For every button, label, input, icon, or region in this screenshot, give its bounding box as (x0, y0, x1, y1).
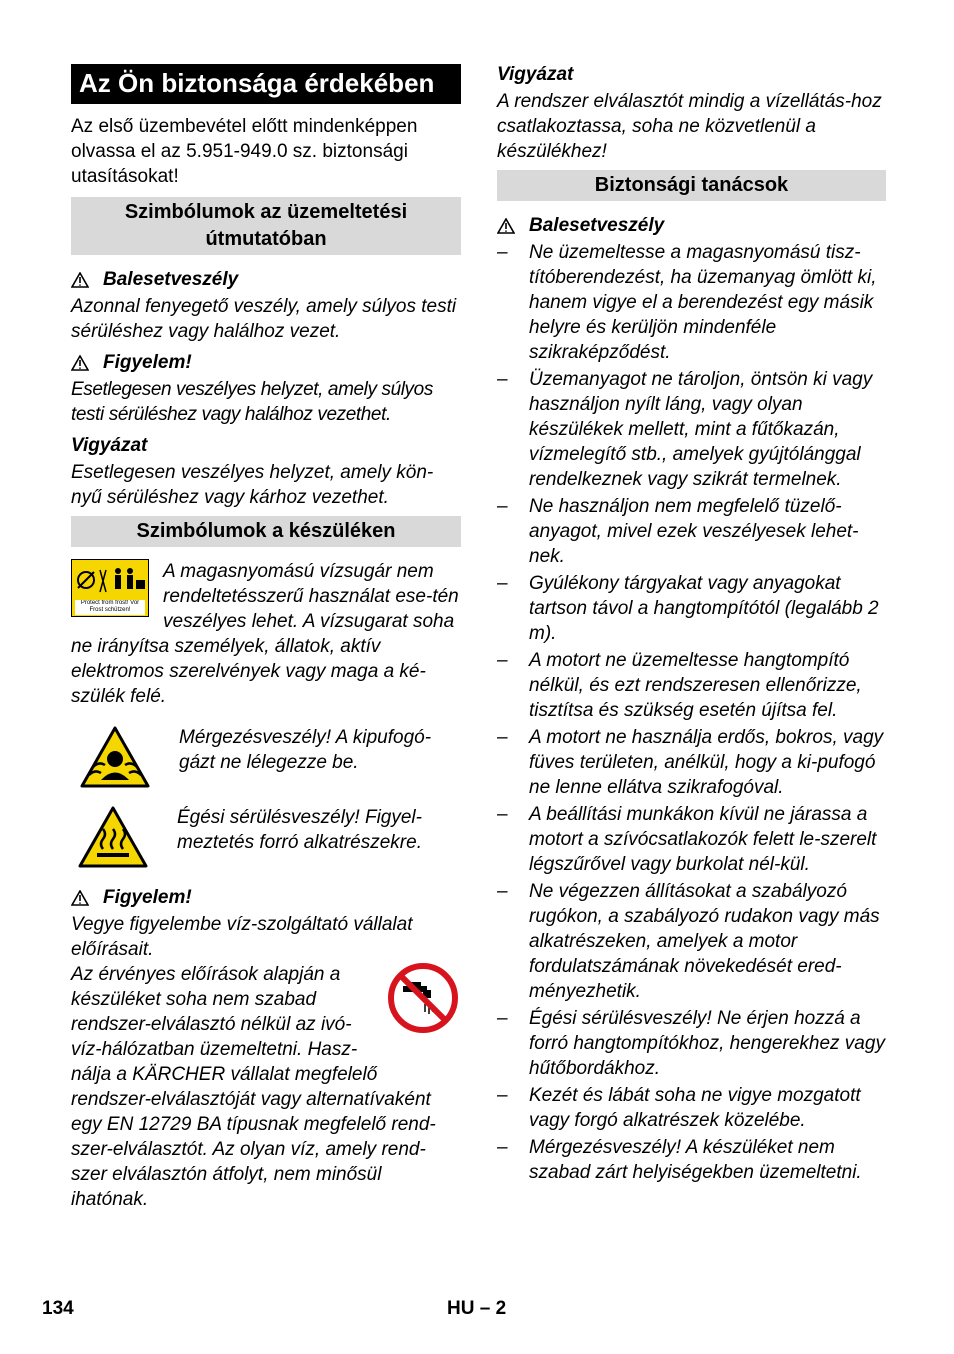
right-caution-text: A rendszer elválasztót mindig a vízellátás-hoz csatlakoztassa, soha ne közvetlenül a készülékhez! (497, 91, 882, 162)
water-text2: Az érvényes előírások alapján a készüléket soha nem szabad rendszer-elválasztó nélkül az ivó-víz-hálózatban üzemeltetni. Hasz-nálja a KÄRCHER vállalat megfelelő rendszer-elválasztóját vagy alternatívaként egy EN 12729 BA típusnak megfelelő rend-szer-elválasztót. Az olyan víz, amely rend-szer elválasztón átfolyt, nem minősül ihatónak. (71, 964, 436, 1210)
list-item (497, 1006, 886, 1081)
warning2-heading (71, 885, 461, 910)
safety-danger-label: Balesetveszély (529, 215, 665, 236)
poison-text: Mérgezésveszély! A kipufogó-gázt ne lélegezze be. (179, 727, 432, 773)
list-item-text: Kezét és lábát soha ne vigye mozgatott vagy forgó alkatrészek közelébe. (529, 1085, 861, 1131)
page-number: 134 (42, 1298, 74, 1319)
danger-heading (71, 267, 461, 292)
hot-surface-icon (77, 805, 149, 869)
high-pressure-jet-sign-icon (71, 559, 149, 617)
jet-text-rest: A vízsugarat soha ne irányítsa személyek, állatok, aktív elektromos szerelvények vagy maga a ké-szülék felé. (71, 611, 455, 707)
warning-triangle-icon (71, 355, 89, 371)
list-item-text: Ne végezzen állításokat a szabályozó rugókon, a szabályozó rudakon vagy más alkatrészeken, amelyek a motor fordulatszámának növekedését ered-ményezhetik. (529, 881, 880, 1002)
no-drinking-water-icon (387, 962, 459, 1034)
dash: – (497, 369, 508, 390)
section-symbols-device: Szimbólumok a készüléken (71, 516, 461, 547)
list-item (497, 1083, 886, 1133)
right-caution-heading (497, 62, 886, 87)
right-column (497, 60, 886, 1187)
right-caution-label: Vigyázat (497, 64, 574, 85)
dash: – (497, 1137, 508, 1158)
page-title: Az Ön biztonsága érdekében (71, 64, 461, 104)
list-item-text: A motort ne üzemeltesse hangtompító nélkül, és ezt rendszeresen ellenőrizze, tisztítsa és szükség esetén újítsa fel. (529, 650, 862, 721)
toxic-exhaust-icon (79, 725, 151, 789)
list-item-text: Mérgezésveszély! A készüléket nem szabad zárt helyiségekben üzemeltetni. (529, 1137, 862, 1183)
burn-text: Égési sérülésveszély! Figyel-meztetés forró alkatrészekre. (177, 807, 422, 853)
list-item-text: Üzemanyagot ne tároljon, öntsön ki vagy használjon nyílt láng, vagy olyan készülékek mellett, mint a fűtőkazán, vízmelegítő stb., amelyek gyújtólánggal rendelkeznek vagy szikrát termelnek. (529, 369, 873, 490)
jet-warning-block (71, 559, 461, 709)
warning-label: Figyelem! (103, 352, 192, 373)
list-item (497, 571, 886, 646)
jet-text-line1: A magasnyomású vízsugár nem rendeltetésszerű használat ese-tén veszélyes lehet. (163, 561, 459, 632)
warning-text: Esetlegesen veszélyes helyzet, amely súlyos testi sérüléshez vagy halálhoz vezethet. (71, 379, 433, 425)
list-item-text: A beállítási munkákon kívül ne járassa a motort a szívócsatlakozók felett le-szerelt légszűrővel vagy burkolat nél-kül. (529, 804, 877, 875)
list-item-text: Ne használjon nem megfelelő tüzelő-anyagot, mivel ezek veszélyesek lehet-nek. (529, 496, 859, 567)
caution-label: Vigyázat (71, 435, 148, 456)
warning-triangle-icon (497, 218, 515, 234)
section-symbols-manual: Szimbólumok az üzemeltetési útmutatóban (71, 197, 461, 255)
safety-danger-heading (497, 213, 886, 238)
list-item-text: A motort ne használja erdős, bokros, vagy füves területen, anélkül, hogy a ki-pufogó ne lenne ellátva szikrafogóval. (529, 727, 884, 798)
dash: – (497, 727, 508, 748)
warning-heading (71, 350, 461, 375)
list-item (497, 494, 886, 569)
left-column (71, 60, 461, 1212)
dash: – (497, 881, 508, 902)
warning-triangle-icon (71, 890, 89, 906)
warning2-label: Figyelem! (103, 887, 192, 908)
page-code: HU – 2 (447, 1298, 507, 1319)
list-item (497, 367, 886, 492)
water-block (71, 962, 461, 1212)
caution-heading (71, 433, 461, 458)
poison-symbol-row (71, 725, 461, 789)
list-item-text: Ne üzemeltesse a magasnyomású tisz-títóberendezést, ha üzemanyag ömlött ki, hanem vigye el a berendezést egy másik helyre és kerüljön mindenféle szikraképződést. (529, 242, 877, 363)
safety-list (497, 240, 886, 1185)
dash: – (497, 242, 508, 263)
list-item (497, 725, 886, 800)
dash: – (497, 804, 508, 825)
list-item-text: Gyúlékony tárgyakat vagy anyagokat tartson távol a hangtompítótól (legalább 2 m). (529, 573, 879, 644)
dash: – (497, 1085, 508, 1106)
list-item (497, 240, 886, 365)
warning-triangle-icon (71, 272, 89, 288)
list-item (497, 648, 886, 723)
dash: – (497, 1008, 508, 1029)
list-item (497, 1135, 886, 1185)
dash: – (497, 573, 508, 594)
water-text1: Vegye figyelembe víz-szolgáltató vállalat előírásait. (71, 914, 413, 960)
list-item (497, 879, 886, 1004)
section-safety-tips: Biztonsági tanácsok (497, 170, 886, 201)
danger-label: Balesetveszély (103, 269, 239, 290)
list-item (497, 802, 886, 877)
list-item-text: Égési sérülésveszély! Ne érjen hozzá a forró hangtompítókhoz, hengerekhez vagy hűtőbordákhoz. (529, 1008, 885, 1079)
dash: – (497, 496, 508, 517)
intro-text: Az első üzembevétel előtt mindenképpen olvassa el az 5.951-949.0 sz. biztonsági utasításokat! (71, 116, 418, 187)
burn-symbol-row (71, 805, 461, 869)
caution-text: Esetlegesen veszélyes helyzet, amely kön-nyű sérüléshez vagy kárhoz vezethet. (71, 462, 434, 508)
dash: – (497, 650, 508, 671)
danger-text: Azonnal fenyegető veszély, amely súlyos testi sérüléshez vagy halálhoz vezet. (71, 296, 457, 342)
frost-label: Protect from frost! Vor Frost schützen! (75, 600, 145, 615)
